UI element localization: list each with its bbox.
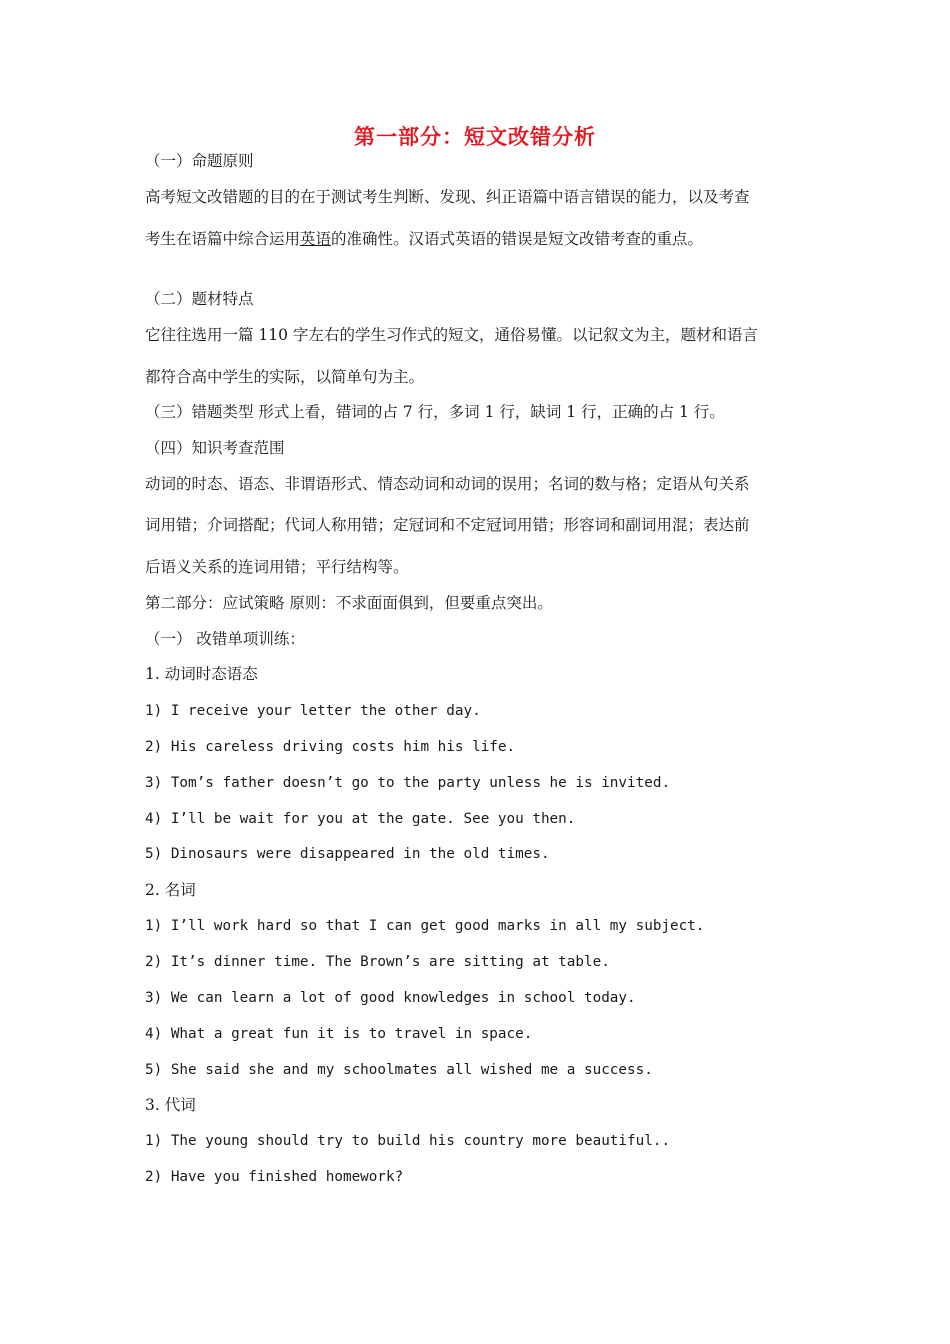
paragraph-line: 动词的时态、语态、非谓语形式、情态动词和动词的误用；名词的数与格；定语从句关系 [145,475,750,493]
exercise-item: 4) What a great fun it is to travel in space. [145,1026,533,1042]
group-heading-pronouns: 3. 代词 [145,1096,196,1114]
training-heading: （一） 改错单项训练： [145,630,305,648]
exercise-item: 1) The young should try to build his country more beautiful.. [145,1133,671,1149]
section-heading-topics: （二）题材特点 [145,290,254,308]
section-heading-principles: （一）命题原则 [145,152,254,170]
exercise-item: 2) Have you finished homework? [145,1169,404,1185]
part2-heading: 第二部分：应试策略 原则：不求面面俱到，但要重点突出。 [145,594,553,612]
section-heading-scope: （四）知识考查范围 [145,439,285,457]
exercise-item: 5) Dinosaurs were disappeared in the old times. [145,846,550,862]
paragraph-line: 都符合高中学生的实际，以简单句为主。 [145,368,425,386]
paragraph-line: 高考短文改错题的目的在于测试考生判断、发现、纠正语篇中语言错误的能力，以及考查 [145,188,750,206]
section-error-types: （三）错题类型 形式上看，错词的占 7 行，多词 1 行，缺词 1 行，正确的占 1 行。 [145,403,725,421]
english-link[interactable]: 英语 [300,230,332,248]
exercise-item: 1) I’ll work hard so that I can get good marks in all my subject. [145,918,705,934]
exercise-item: 2) It’s dinner time. The Brown’s are sitting at table. [145,954,610,970]
paragraph-text: 的准确性。汉语式英语的错误是短文改错考查的重点。 [331,230,704,248]
exercise-item: 3) Tom’s father doesn’t go to the party unless he is invited. [145,775,671,791]
exercise-item: 2) His careless driving costs him his life. [145,739,516,755]
exercise-item: 4) I’ll be wait for you at the gate. See you then. [145,811,576,827]
exercise-item: 3) We can learn a lot of good knowledges in school today. [145,990,636,1006]
paragraph-line [145,228,703,250]
exercise-item: 5) She said she and my schoolmates all wished me a success. [145,1062,653,1078]
paragraph-line: 后语义关系的连词用错；平行结构等。 [145,558,409,576]
paragraph-line: 它往往选用一篇 110 字左右的学生习作式的短文，通俗易懂。以记叙文为主，题材和语言 [145,326,758,344]
exercise-item: 1) I receive your letter the other day. [145,703,481,719]
paragraph-text: 考生在语篇中综合运用 [145,230,301,248]
group-heading-verbs: 1. 动词时态语态 [145,665,258,683]
group-heading-nouns: 2. 名词 [145,881,196,899]
paragraph-line: 词用错；介词搭配；代词人称用错；定冠词和不定冠词用错；形容词和副词用混；表达前 [145,516,750,534]
page-title: 第一部分：短文改错分析 [354,124,596,149]
